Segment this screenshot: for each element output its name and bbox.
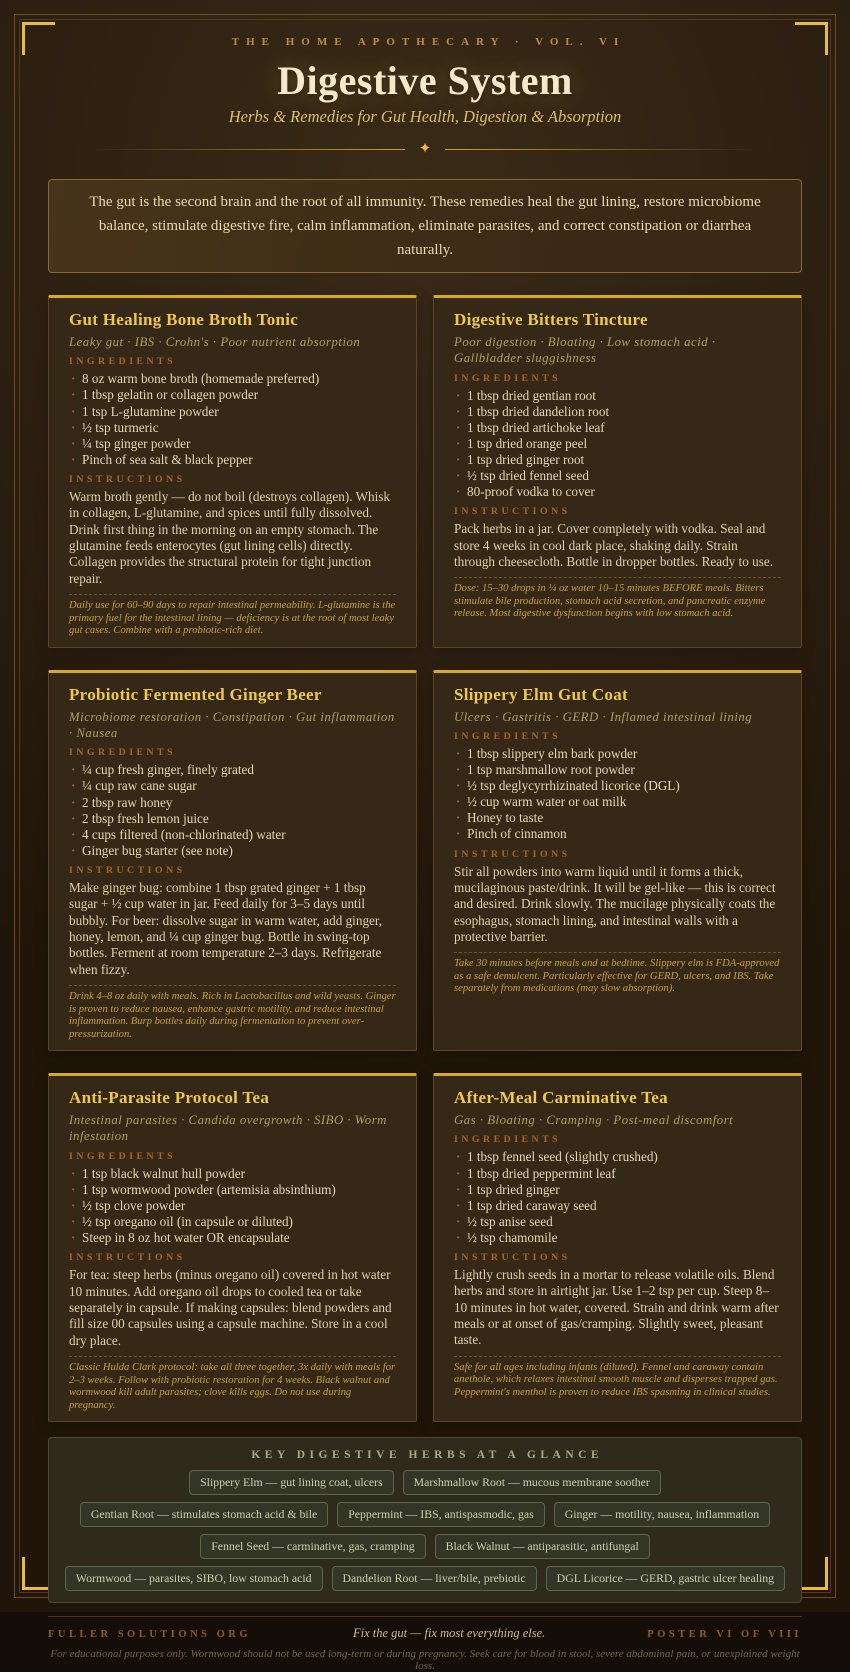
recipe-card [433,670,802,1051]
ingredient-item: · 1 tsp L-glutamine powder [69,404,396,420]
instructions-label: INSTRUCTIONS [69,1252,186,1264]
footer-disclaimer: For educational purposes only. Wormwood should not be used long-term or during pregnancy. Seek care for blood in stool, severe abdominal pain, or unexplained weight loss. [50,1648,800,1672]
ingredients-label: INGREDIENTS [69,747,177,759]
recipe-note: Classic Hulda Clark protocol: take all three together, 3x daily with meals for 2–3 weeks. Follow with probiotic restoration for 4 weeks. Black walnut and wormwood kill adult parasites; clove kills eggs. Do not use during pregnancy. [69,1356,396,1412]
glance-title: KEY DIGESTIVE HERBS AT A GLANCE [251,1449,604,1462]
ingredients-list [454,746,781,843]
ingredient-item: · 1 tbsp dried gentian root [454,388,781,404]
recipe-note: Take 30 minutes before meals and at bedtime. Slippery elm is FDA-approved as a safe demulcent. Particularly effective for GERD, ulcers, and IBS. Take separately from medications (may slow absorption). [454,952,781,996]
herb-pill-row [61,1502,789,1527]
footer-tagline: Fix the gut — fix most everything else. [353,1626,546,1641]
ingredient-item: · 2 tbsp fresh lemon juice [69,811,396,827]
recipe-card [433,295,802,648]
header-divider [88,142,762,157]
ingredient-item: · 1 tbsp dried artichoke leaf [454,420,781,436]
diamond-star-icon: ✦ [418,141,432,157]
herb-pill: Peppermint — IBS, antispasmodic, gas [337,1502,544,1527]
ingredient-item: · ½ tsp clove powder [69,1198,396,1214]
recipe-note: Dose: 15–30 drops in ¼ oz water 10–15 minutes BEFORE meals. Bitters stimulate bile production, stomach acid secretion, and pancreatic enzyme release. Most digestive dysfunction begins with low stomach acid. [454,577,781,621]
footer-poster-number: POSTER VI OF VIII [647,1629,802,1641]
ingredients-label: INGREDIENTS [69,1150,177,1162]
ingredient-item: · 8 oz warm bone broth (homemade preferred) [69,371,396,387]
herb-pill: Dandelion Root — liver/bile, prebiotic [332,1566,537,1591]
poster-footer [48,1616,802,1672]
herb-pill: Black Walnut — antiparasitic, antifungal [435,1534,650,1559]
herb-pill: Fennel Seed — carminative, gas, cramping [200,1534,425,1559]
recipe-conditions: Microbiome restoration · Constipation · Gut inflammation · Nausea [69,709,395,740]
herb-pill: Wormwood — parasites, SIBO, low stomach acid [65,1566,323,1591]
ingredient-item: · ¼ cup raw cane sugar [69,778,396,794]
recipe-note: Daily use for 60–90 days to repair intestinal permeability. L-glutamine is the primary fuel for the intestinal lining — deficiency is at the root of most leaky gut cases. Combine with a probiotic-rich diet. [69,594,396,638]
recipe-card [48,295,417,648]
ingredient-item: · 1 tbsp dried peppermint leaf [454,1166,781,1182]
ingredients-list [454,1149,781,1246]
ingredient-item: · ½ tsp turmeric [69,420,396,436]
ingredients-label: INGREDIENTS [454,1134,562,1146]
recipe-title: Gut Healing Bone Broth Tonic [69,310,299,329]
instructions-text: Make ginger bug: combine 1 tbsp grated ginger + 1 tbsp sugar + ½ cup water in jar. Feed daily for 3–5 days until bubbly. For beer: dissolve sugar in warm water, add ginger, honey, lemon, and ¼ cup ginger bug. Bottle in swing-top bottles. Ferment at room temperature 2–3 days. Refrigerate when fizzy. [69,879,383,977]
instructions-text: Lightly crush seeds in a mortar to release volatile oils. Blend herbs and store in airtight jar. Use 1–2 tsp per cup. Steep 8–10 minutes in hot water, covered. Strain and drink warm after meals or at onset of gas/cramping. Slightly sweet, pleasant taste. [454,1267,779,1348]
recipe-conditions: Gas · Bloating · Cramping · Post-meal discomfort [454,1113,734,1128]
instructions-label: INSTRUCTIONS [454,506,571,518]
ingredient-item: · ¼ tsp ginger powder [69,436,396,452]
ingredient-item: · 4 cups filtered (non-chlorinated) water [69,827,396,843]
ingredient-item: · 1 tsp dried ginger [454,1182,781,1198]
herb-pill: Marshmallow Root — mucous membrane soother [403,1470,661,1495]
ingredient-item: · ½ tsp deglycyrrhizinated licorice (DGL) [454,778,781,794]
ingredient-item: · 1 tsp dried orange peel [454,436,781,452]
ingredient-item: · Honey to taste [454,810,781,826]
ingredient-item: · 1 tbsp fennel seed (slightly crushed) [454,1149,781,1165]
ingredient-item: · 1 tsp wormwood powder (artemisia absinthium) [69,1182,396,1198]
instructions-label: INSTRUCTIONS [454,848,571,860]
recipe-title: Probiotic Fermented Ginger Beer [69,684,322,704]
recipe-conditions: Poor digestion · Bloating · Low stomach acid · Gallbladder sluggishness [454,335,716,366]
recipe-conditions: Ulcers · Gastritis · GERD · Inflamed intestinal lining [454,709,753,724]
instructions-text: For tea: steep herbs (minus oregano oil) covered in hot water 10 minutes. Add oregano oil drops to cooled tea or take separately in capsule. If making capsules: blend powders and fill size 00 capsules using a capsule machine. Store in a cool dry place. [69,1267,392,1348]
divider-rule-right [445,149,762,150]
footer-org: FULLER SOLUTIONS ORG [48,1629,252,1641]
recipe-card [48,1073,417,1422]
poster-header [48,0,802,157]
ingredient-item: · ½ tsp chamomile [454,1230,781,1246]
divider-rule-left [88,149,405,150]
ingredient-item: · 1 tbsp gelatin or collagen powder [69,387,396,403]
ingredient-item: · ½ tsp dried fennel seed [454,468,781,484]
instructions-text: Warm broth gently — do not boil (destroys collagen). Whisk in collagen, L-glutamine, and spices until fully dissolved. Drink first thing in the morning on an empty stomach. The glutamine feeds enterocytes (gut lining cells) directly. Collagen provides the structural protein for tight junction repair. [69,488,390,586]
ingredients-label: INGREDIENTS [454,372,562,384]
herb-pill-row [61,1534,789,1559]
series-kicker: THE HOME APOTHECARY · VOL. VI [231,36,626,48]
recipe-title: Digestive Bitters Tincture [454,310,648,329]
ingredient-item: · Pinch of cinnamon [454,826,781,842]
ingredient-item: · ½ tsp oregano oil (in capsule or diluted) [69,1214,396,1230]
herb-glance-panel [48,1437,802,1603]
recipe-title: After-Meal Carminative Tea [454,1088,668,1108]
herb-pill: DGL Licorice — GERD, gastric ulcer healing [546,1566,785,1591]
page-title: Digestive System [277,58,573,103]
herb-pill: Gentian Root — stimulates stomach acid & bile [80,1502,328,1527]
ingredients-label: INGREDIENTS [454,730,562,742]
herb-pill: Slippery Elm — gut lining coat, ulcers [189,1470,394,1495]
ingredients-list [69,371,396,468]
recipe-conditions: Intestinal parasites · Candida overgrowth · SIBO · Worm infestation [69,1113,387,1144]
instructions-label: INSTRUCTIONS [69,473,186,485]
poster-content [48,0,802,1672]
instructions-text: Pack herbs in a jar. Cover completely with vodka. Seal and store 4 weeks in cool dark place, shaking daily. Strain through cheesecloth. Bottle in dropper bottles. Ready to use. [454,521,773,570]
herb-pill: Ginger — motility, nausea, inflammation [554,1502,771,1527]
page-subtitle: Herbs & Remedies for Gut Health, Digestion & Absorption [228,107,622,126]
intro-note: The gut is the second brain and the root of all immunity. These remedies heal the gut lining, restore microbiome balance, stimulate digestive fire, calm inflammation, eliminate parasites, and correct constipation or diarrhea naturally. [48,179,802,273]
ingredient-item: · 1 tsp black walnut hull powder [69,1166,396,1182]
recipe-note: Drink 4–8 oz daily with meals. Rich in Lactobacillus and wild yeasts. Ginger is proven to reduce nausea, enhance gastric motility, and reduce intestinal inflammation. Burp bottles daily during fermentation to prevent over-pressurization. [69,985,396,1041]
ingredient-item: · Steep in 8 oz hot water OR encapsulate [69,1230,396,1246]
recipe-note: Safe for all ages including infants (diluted). Fennel and caraway contain anethole, which relaxes intestinal smooth muscle and disperses trapped gas. Peppermint's menthol is proven to reduce IBS spasming in clinical studies. [454,1356,781,1400]
ingredient-item: · ½ tsp anise seed [454,1214,781,1230]
ingredients-list [69,762,396,859]
ingredient-item: · 1 tsp dried ginger root [454,452,781,468]
ingredients-label: INGREDIENTS [69,356,177,368]
ingredient-item: · 1 tsp dried caraway seed [454,1198,781,1214]
instructions-label: INSTRUCTIONS [454,1252,571,1263]
ingredient-item: · ¼ cup fresh ginger, finely grated [69,762,396,778]
ingredient-item: · 2 tbsp raw honey [69,795,396,811]
ingredient-item: · 1 tbsp dried dandelion root [454,404,781,420]
footer-row [48,1626,802,1641]
ingredient-item: · 1 tbsp slippery elm bark powder [454,746,781,762]
ingredient-item: · 80-proof vodka to cover [454,484,781,500]
ingredient-item: · Pinch of sea salt & black pepper [69,452,396,468]
ingredients-list [69,1166,396,1246]
herb-pill-rows [61,1470,789,1591]
recipe-card [433,1073,802,1422]
instructions-text: Stir all powders into warm liquid until it forms a thick, mucilaginous paste/drink. It will be gel-like — this is correct and desired. Drink slowly. The mucilage physically coats the esophagus, stomach lining, and intestinal walls with a protective barrier. [454,863,776,944]
recipe-grid [48,295,802,1422]
ingredients-list [454,388,781,501]
recipe-card [48,670,417,1051]
recipe-conditions: Leaky gut · IBS · Crohn's · Poor nutrient absorption [69,335,361,349]
herb-pill-row [61,1470,789,1495]
recipe-title: Anti-Parasite Protocol Tea [69,1088,270,1108]
recipe-title: Slippery Elm Gut Coat [454,684,628,704]
ingredient-item: · ½ cup warm water or oat milk [454,794,781,810]
ingredient-item: · Ginger bug starter (see note) [69,843,396,859]
instructions-label: INSTRUCTIONS [69,864,186,876]
herb-pill-row [61,1566,789,1591]
ingredient-item: · 1 tsp marshmallow root powder [454,762,781,778]
